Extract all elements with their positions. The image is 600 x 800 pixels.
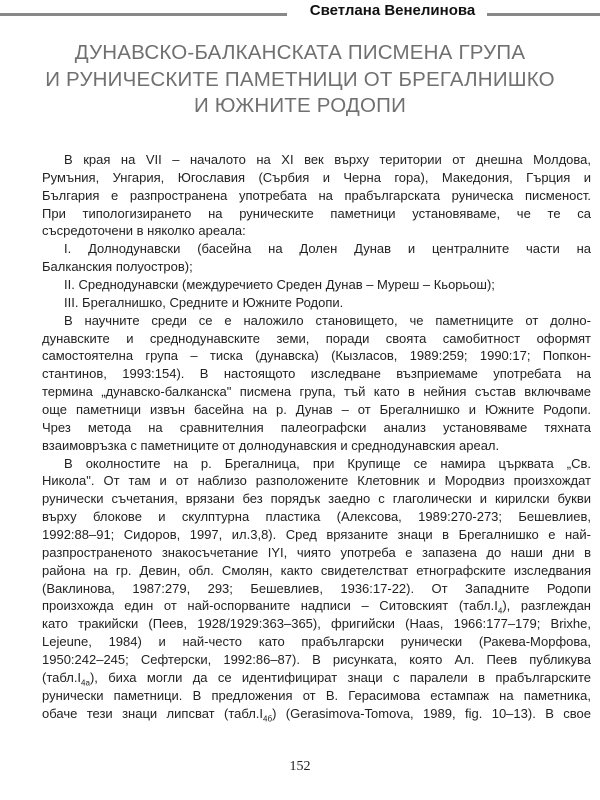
- list-item: III. Брегалнишко, Средните и Южните Родопи.: [64, 294, 344, 310]
- text-line: При типологизирането на руническите паметници установяваме, че те са: [42, 205, 591, 221]
- text-line: термина „дунавско-балканска" писмена група, тъй като в нейния състав включваме: [42, 384, 591, 400]
- text-line: В края на VII – началото на XI век върху територии от днешна Молдова,: [64, 152, 591, 167]
- text-line: още паметници извън басейна на р. Дунав – от Брегалнишко и Южните Родопи.: [42, 402, 591, 418]
- header-rule-right: [487, 13, 600, 16]
- list-item: I. Долнодунавски (басейна на Долен Дунав и централните части на: [64, 241, 591, 257]
- running-header-author: Светлана Венелинова: [309, 2, 476, 19]
- subscript: 4а: [81, 678, 90, 687]
- article-body: [42, 151, 591, 723]
- text-line: Никола". От там и от наблизо разположените Клетовник и Мородвиз произхождат: [42, 473, 591, 489]
- header-rule-left: [0, 13, 287, 16]
- text-line: 1992:88–91; Сидоров, 1997, ил.3,8). Сред врязаните знаци в Брегалнишко е най-: [42, 527, 591, 543]
- list-item: II. Среднодунавски (междуречието Среден Дунав – Муреш – Кьорьош);: [64, 277, 495, 293]
- text-line: върху блокове и скулптурна пластика (Алексова, 1989:270-273; Бешевлиев,: [42, 509, 591, 525]
- text-line: 1950:242–245; Сефтерски, 1992:86–87). В рисунката, която Ал. Пеев публикува: [42, 652, 591, 668]
- text-segment: ) (Gerasimova-Tomova, 1989, fig. 10–13). В свое: [272, 705, 591, 721]
- text-line: Балканския полуостров);: [42, 259, 193, 275]
- text-segment: (табл.I: [42, 669, 82, 685]
- text-line: дунавските и среднодунавските земи, поради своята самобитност оформят: [42, 330, 591, 346]
- text-line: взаимовръзка с паметниците от долнодунавския и среднодунавския ареал.: [42, 437, 500, 453]
- text-line: В научните среди се е наложило становището, че паметниците от долно-: [64, 312, 591, 328]
- text-line: Lejeune, 1984) и най-често като прабългарски рунически (Ракева-Морфова,: [42, 634, 591, 650]
- text-segment: ), биха могли да се идентифицират знаци с паралели в прабългарските: [89, 669, 591, 685]
- text-line: рунически съчетания, врязани без порядък заедно с глаголически и кирилски букви: [42, 491, 591, 507]
- text-line: Румъния, Унгария, Югославия (Сърбия и Черна гора), Македония, Гърция и: [42, 169, 591, 185]
- subscript: 4б: [263, 714, 273, 723]
- text-line: [42, 669, 591, 687]
- text-line: самостоятелна група – тиска (дунавска) (Кызласов, 1989:259; 1990:17; Попкон-: [42, 348, 591, 364]
- text-line: Чрез метода на сравнителния палеографски анализ установяваме тяхната: [42, 419, 591, 435]
- text-line: България е разпространена употребата на прабългарската руническа писменост.: [42, 187, 591, 203]
- article-title: [0, 40, 600, 120]
- subscript: 4: [497, 607, 503, 616]
- text-line: рунически паметници. В предложения от В. Герасимова естампаж на паметника,: [42, 687, 591, 703]
- text-segment: обаче тези знаци липсват (табл.I: [42, 705, 264, 721]
- title-line: ДУНАВСКО-БАЛКАНСКАТА ПИСМЕНА ГРУПА: [74, 41, 526, 64]
- title-line: И ЮЖНИТЕ РОДОПИ: [193, 94, 407, 117]
- page-number: 152: [289, 759, 311, 774]
- title-line: И РУНИЧЕСКИТЕ ПАМЕТНИЦИ ОТ БРЕГАЛНИШКО: [45, 67, 555, 91]
- text-line: съсредоточени в няколко ареала:: [42, 223, 246, 239]
- text-line: [42, 597, 591, 615]
- text-line: [42, 705, 591, 723]
- text-segment: ), разглеждан: [502, 598, 591, 614]
- text-segment: произхожда един от най-оспорваните надписи – Ситовският (табл.I: [42, 598, 498, 614]
- text-line: В околностите на р. Брегалница, при Крупище се намира църквата „Св.: [64, 455, 591, 471]
- text-line: (Ваклинова, 1987:279, 293; Бешевлиев, 1936:17-22). От Западните Родопи: [42, 580, 591, 596]
- text-line: като тракийски (Пеев, 1928/1929:363–365), фригийски (Haas, 1966:177–179; Brixhe,: [42, 616, 591, 632]
- text-line: района на гр. Девин, обл. Смолян, както свидетелстват етнографските изследвания: [42, 562, 591, 578]
- text-line: стантинов, 1993:154). В настоящото изследване възприемаме употребата на: [42, 366, 591, 382]
- text-line: разпространеното знакосъчетание IYI, чиято употреба е запазена до наши дни в: [42, 544, 591, 560]
